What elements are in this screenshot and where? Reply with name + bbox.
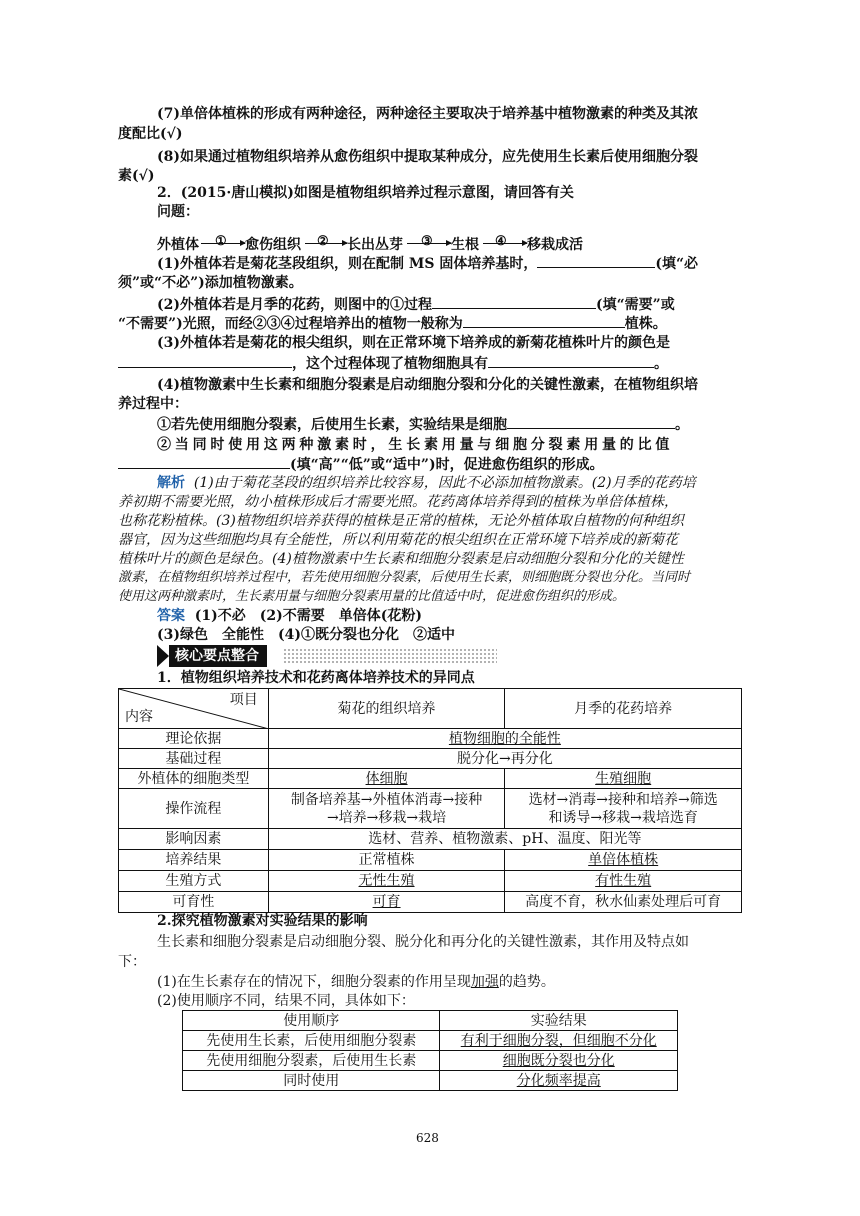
table-cell: 有利于细胞分裂，但细胞不分化: [440, 1031, 678, 1051]
dotted-divider: [283, 648, 497, 664]
answer-blank: [432, 294, 596, 309]
comparison-table: [118, 688, 742, 913]
table-row: [119, 871, 742, 892]
q2-3-text: ，这个过程体现了植物细胞具有: [292, 356, 488, 372]
table-cell: 可育: [268, 892, 505, 913]
section-2-point2: (2)使用顺序不同，结果不同，具体如下：: [157, 993, 415, 1009]
flow-node: 移栽成活: [527, 237, 583, 253]
table-cell: 选材、营养、植物激素、pH、温度、阳光等: [268, 829, 741, 850]
answer-label: 答案: [157, 608, 185, 624]
answer-text: (1)不必 (2)不需要 单倍体(花粉): [194, 608, 422, 624]
q2-4-2-text: (填“高”“低”或“适中”)时，促进愈伤组织的形成。: [290, 457, 604, 473]
table-cell: 先使用生长素，后使用细胞分裂素: [183, 1031, 440, 1051]
q2-1-text-end: (填“必: [655, 256, 699, 272]
point1-text-end: 的趋势。: [498, 974, 555, 990]
flow-step-label: ②: [317, 234, 329, 249]
statement-8-line2: 素(√): [118, 168, 155, 184]
question-2-4-sub2-cont: [118, 454, 604, 475]
table-row: [119, 729, 742, 749]
table-row: [183, 1071, 678, 1091]
flow-node: 外植体: [157, 237, 199, 253]
section-badge-label: 核心要点整合: [169, 645, 267, 667]
table-cell: 体细胞: [268, 769, 505, 789]
row-label: 可育性: [119, 892, 269, 913]
table-cell: 高度不育，秋水仙素处理后可育: [505, 892, 742, 913]
question-2-4-sub2: ②当同时使用这两种激素时，生长素用量与细胞分裂素用量的比值: [157, 437, 674, 453]
question-2-stem: 2．(2015·唐山模拟)如图是植物组织培养过程示意图，请回答有关: [157, 185, 574, 201]
table-row: [119, 789, 742, 829]
statement-8-line1: (8)如果通过植物组织培养从愈伤组织中提取某种成分，应先使用生长素后使用细胞分裂: [157, 149, 698, 165]
table-cell: 分化频率提高: [440, 1071, 678, 1091]
question-2-1-line2: 须”或“不必”)添加植物激素。: [118, 275, 303, 291]
answer-blank: [507, 414, 675, 429]
table-cell: 有性生殖: [505, 871, 742, 892]
row-label: 外植体的细胞类型: [119, 769, 269, 789]
row-label: 理论依据: [119, 729, 269, 749]
section-2-title: 2.探究植物激素对实验结果的影响: [157, 913, 368, 929]
table-cell: 无性生殖: [268, 871, 505, 892]
table-header-cell: 月季的花药培养: [505, 689, 742, 729]
table-row: [183, 1011, 678, 1031]
section-2-para1: 生长素和细胞分裂素是启动细胞分裂、脱分化和再分化的关键性激素，其作用及特点如: [157, 934, 689, 950]
q2-2-text-end: (填“需要”或: [596, 297, 675, 313]
table-row: [119, 892, 742, 913]
q2-2-text: (2)外植体若是月季的花药，则图中的①过程: [157, 297, 432, 313]
table-header-cell: 菊花的组织培养: [268, 689, 505, 729]
table-cell: 单倍体植株: [505, 850, 742, 871]
q2-2-text-cont-end: 植株。: [624, 316, 667, 332]
hormone-order-table: [182, 1010, 678, 1091]
explanation-line3: 也称花粉植株。(3)植物组织培养获得的植株是正常的植株，无论外植体取自植物的何种组织: [118, 513, 684, 529]
question-2-stem-cont: 问题：: [157, 204, 199, 220]
section-2-point1: [157, 972, 555, 992]
question-2-4-sub1: [157, 414, 689, 435]
table-row: [119, 749, 742, 769]
table-cell: [268, 789, 505, 829]
table-cell: 脱分化→再分化: [268, 749, 741, 769]
answer-blank: [488, 353, 654, 368]
table-cell: 同时使用: [183, 1071, 440, 1091]
cell-line: 和诱导→移栽→栽培选育: [548, 809, 698, 826]
table-row: [119, 850, 742, 871]
row-label: 操作流程: [119, 789, 269, 829]
table-row: [119, 829, 742, 850]
explanation-line5: 植株叶片的颜色是绿色。(4)植物激素中生长素和细胞分裂素是启动细胞分裂和分化的关键性: [118, 551, 684, 567]
flow-node: 生根: [451, 237, 479, 253]
page-number: 628: [416, 1131, 439, 1145]
table-cell: 植物细胞的全能性: [268, 729, 741, 749]
answer-blank: [537, 253, 655, 268]
question-2-4-line2: 养过程中：: [118, 396, 188, 412]
answer-blank: [118, 353, 292, 368]
q2-1-text: (1)外植体若是菊花茎段组织，则在配制 MS 固体培养基时，: [157, 256, 538, 272]
cell-line: 选材→消毒→接种和培养→筛选: [528, 791, 718, 808]
flow-step-label: ①: [215, 234, 227, 249]
flow-node: 长出丛芽: [347, 237, 403, 253]
row-label: 生殖方式: [119, 871, 269, 892]
q2-2-text-cont: “不需要”)光照，而经②③④过程培养出的植物一般称为: [118, 316, 463, 332]
point1-text: (1)在生长素存在的情况下，细胞分裂素的作用呈现: [157, 974, 471, 990]
question-2-1-line1: [157, 253, 698, 274]
section-2-para1-cont: 下：: [118, 954, 146, 970]
table-header-cell: 实验结果: [440, 1011, 678, 1031]
row-label: 影响因素: [119, 829, 269, 850]
q2-4-1-text: ①若先使用细胞分裂素，后使用生长素，实验结果是细胞: [157, 417, 507, 433]
explanation-line2: 养初期不需要光照，幼小植株形成后才需要光照。花药离体培养得到的植株为单倍体植株，: [118, 494, 678, 510]
arrow-icon: [157, 645, 169, 667]
q2-4-1-text-end: 。: [675, 417, 689, 433]
table-cell: 先使用细胞分裂素，后使用生长素: [183, 1051, 440, 1071]
table-row: [183, 1031, 678, 1051]
statement-7-line2: 度配比(√): [118, 126, 183, 142]
cell-line: →培养→移栽→栽培: [326, 809, 447, 826]
question-2-3-line2: [118, 353, 668, 374]
question-2-2-line1: [157, 294, 675, 315]
table-cell: 细胞既分裂也分化: [440, 1051, 678, 1071]
table-cell: 生殖细胞: [505, 769, 742, 789]
statement-7-line1: (7)单倍体植株的形成有两种途径，两种途径主要取决于培养基中植物激素的种类及其浓: [157, 106, 698, 122]
table-corner-cell: [119, 689, 269, 729]
cell-line: 制备培养基→外植体消毒→接种: [290, 791, 483, 808]
section-1-title: 1．植物组织培养技术和花药离体培养技术的异同点: [157, 670, 475, 686]
table-cell: 正常植株: [268, 850, 505, 871]
question-2-2-line2: [118, 313, 667, 334]
corner-head-top: 项目: [229, 692, 258, 708]
question-2-4-line1: (4)植物激素中生长素和细胞分裂素是启动细胞分裂和分化的关键性激素，在植物组织培: [157, 377, 698, 393]
table-header-cell: 使用顺序: [183, 1011, 440, 1031]
answer-blank: [463, 313, 625, 328]
flow-node: 愈伤组织: [245, 237, 301, 253]
explanation-text: (1)由于菊花茎段的组织培养比较容易，因此不必添加植物激素。(2)月季的花药培: [193, 475, 696, 491]
point1-underlined: 加强: [470, 974, 499, 990]
row-label: 基础过程: [119, 749, 269, 769]
explanation-label: 解析: [157, 475, 185, 491]
explanation-line7: 使用这两种激素时，生长素用量与细胞分裂素用量的比值适中时，促进愈伤组织的形成。: [118, 589, 626, 604]
corner-head-bottom: 内容: [125, 709, 153, 725]
table-row: [119, 689, 742, 729]
row-label: 培养结果: [119, 850, 269, 871]
question-2-3-line1: (3)外植体若是菊花的根尖组织，则在正常环境下培养成的新菊花植株叶片的颜色是: [157, 335, 670, 351]
explanation-line1: [157, 473, 696, 493]
q2-3-text-end: 。: [654, 356, 668, 372]
section-badge: [157, 645, 267, 667]
table-row: [183, 1051, 678, 1071]
answer-line1: [157, 606, 422, 626]
table-row: [119, 769, 742, 789]
answer-blank: [118, 454, 290, 469]
explanation-line4: 器官，因为这些细胞均具有全能性，所以利用菊花的根尖组织在正常环境下培养成的新菊花: [118, 532, 678, 548]
flow-step-label: ③: [421, 234, 433, 249]
flow-step-label: ④: [495, 234, 507, 249]
answer-line2: (3)绿色 全能性 (4)①既分裂也分化 ②适中: [157, 627, 455, 643]
table-cell: [505, 789, 742, 829]
explanation-line6: 激素，在植物组织培养过程中，若先使用细胞分裂素，后使用生长素，则细胞既分裂也分化。当同时: [118, 570, 691, 585]
